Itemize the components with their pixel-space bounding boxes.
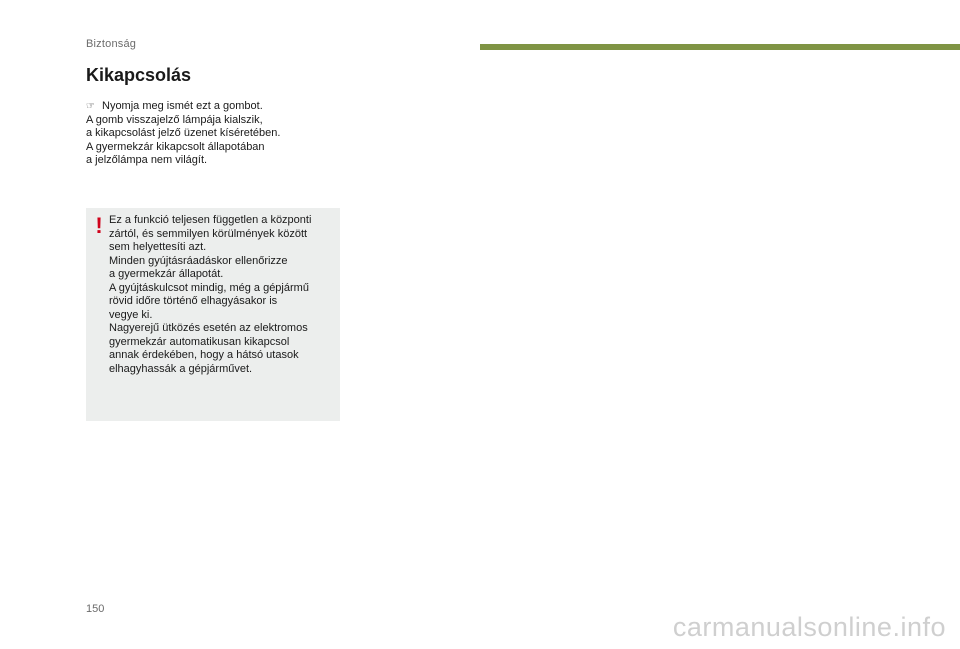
- warning-line: Nagyerejű ütközés esetén az elektromos: [109, 322, 308, 334]
- header-divider: [480, 44, 960, 50]
- warning-line: vegye ki.: [109, 308, 153, 321]
- warning-line: rövid időre történő elhagyásakor is: [109, 295, 278, 307]
- warning-line: Minden gyújtásráadáskor ellenőrizze: [109, 254, 288, 267]
- warning-line: sem helyettesíti azt.: [109, 241, 207, 253]
- instruction-line: A gomb visszajelző lámpája kialszik,: [86, 113, 263, 126]
- exclamation-icon: !: [95, 213, 103, 238]
- watermark: carmanualsonline.info: [672, 612, 946, 642]
- page-number: 150: [86, 603, 105, 615]
- warning-line: a gyermekzár állapotát.: [109, 268, 224, 280]
- instruction-block: [86, 100, 386, 168]
- warning-line: elhagyhassák a gépjárművet.: [109, 362, 253, 375]
- warning-line: Ez a funkció teljesen független a központi: [109, 214, 312, 226]
- warning-box: [86, 208, 340, 421]
- instruction-line: [86, 100, 386, 114]
- instruction-line: a kikapcsolást jelző üzenet kíséretében.: [86, 127, 281, 139]
- section-label: Biztonság: [86, 38, 137, 50]
- warning-line: zártól, és semmilyen körülmények között: [109, 227, 308, 240]
- warning-line: gyermekzár automatikusan kikapcsol: [109, 335, 290, 348]
- warning-text: [109, 214, 337, 376]
- instruction-line: A gyermekzár kikapcsolt állapotában: [86, 140, 265, 153]
- finger-pointer-icon: ☞: [86, 101, 95, 112]
- instruction-text: Nyomja meg ismét ezt a gombot.: [102, 100, 263, 112]
- instruction-line: a jelzőlámpa nem világít.: [86, 154, 208, 166]
- warning-line: A gyújtáskulcsot mindig, még a gépjármű: [109, 281, 309, 294]
- page-title: Kikapcsolás: [86, 65, 192, 85]
- warning-line: annak érdekében, hogy a hátsó utasok: [109, 349, 299, 361]
